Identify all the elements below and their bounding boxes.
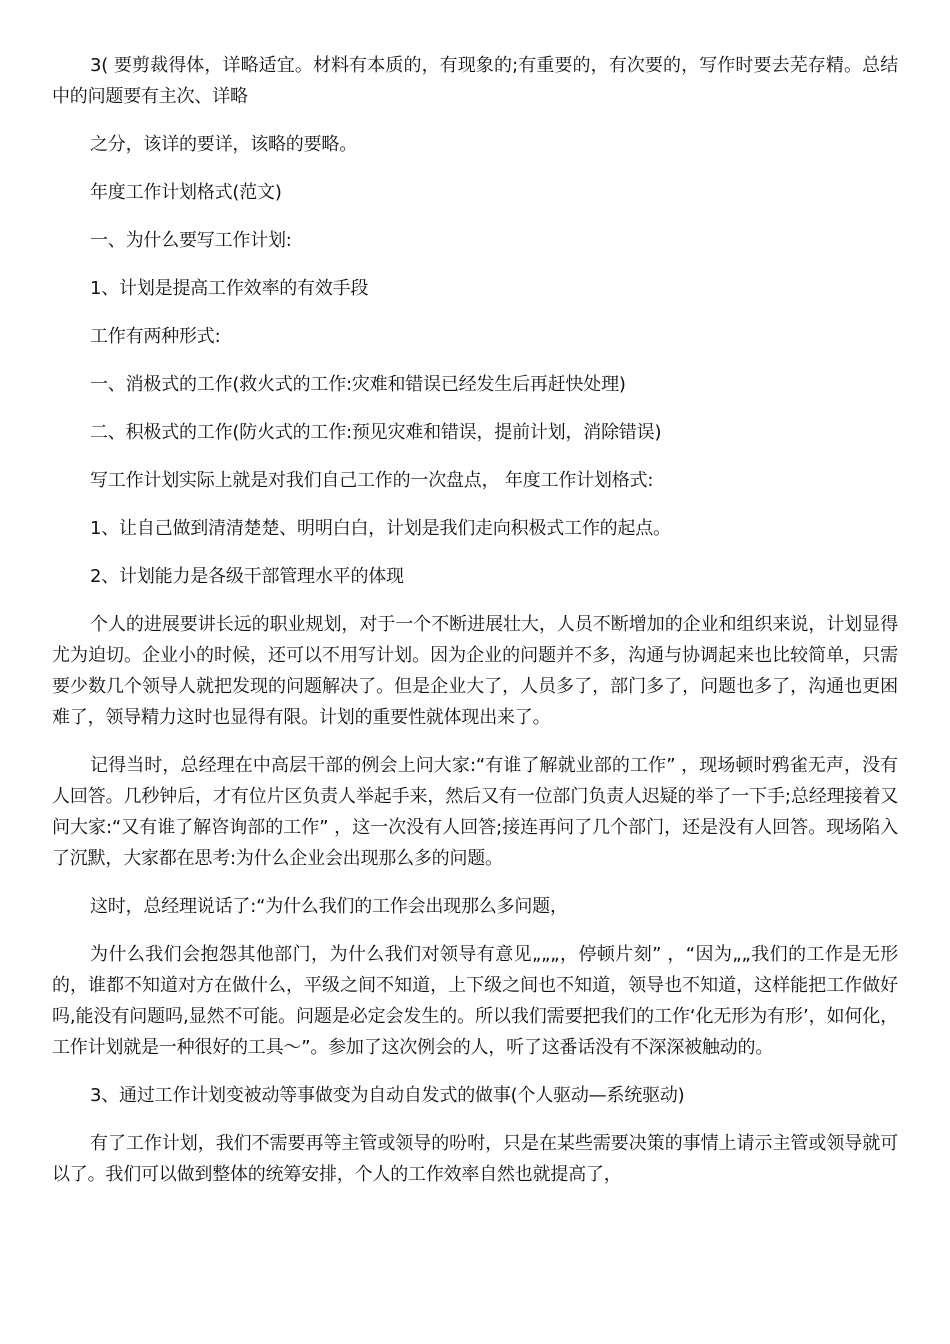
list-item-clarity: 1、让自己做到清清楚楚、明明白白，计划是我们走向积极式工作的起点。 [90, 518, 671, 539]
heading-why-plan: 一、为什么要写工作计划: [90, 230, 292, 251]
list-item-passive-work: 一、消极式的工作(救火式的工作:灾难和错误已经发生后再赶快处理) [90, 374, 626, 395]
paragraph-complaints: 为什么我们会抱怨其他部门，为什么我们对领导有意见„„„，停顿片刻” ，“因为„„我们的工作是无形的，谁都不知道对方在做什么，平级之间不知道，上下级之间也不知道，领导也不知道，这样能把工作做好吗,能没有问题吗,显然不可能。问题是必定会发生的。所以我们需要把我们的工作‘化无形为有形’，如何化，工作计划就是一种很好的工具～”。参加了这次例会的人，听了这番话没有不深深被触动的。 [52, 944, 898, 1058]
paragraph-career: 个人的进展要讲长远的职业规划，对于一个不断进展壮大，人员不断增加的企业和组织来说，计划显得尤为迫切。企业小的时候，还可以不用写计划。因为企业的问题并不多，沟通与协调起来也比较简单，只需要少数几个领导人就把发现的问题解决了。但是企业大了，人员多了，部门多了，问题也多了，沟通也更困难了，领导精力这时也显得有限。计划的重要性就体现出来了。 [52, 614, 898, 728]
paragraph-1: 3( 要剪裁得体，详略适宜。材料有本质的，有现象的;有重要的，有次要的，写作时要去芜存精。总结中的问题要有主次、详略 [52, 55, 898, 107]
subheading-efficiency: 1、计划是提高工作效率的有效手段 [90, 278, 369, 299]
paragraph-planning-benefit: 有了工作计划，我们不需要再等主管或领导的吩咐，只是在某些需要决策的事情上请示主管或领导就可以了。我们可以做到整体的统筹安排，个人的工作效率自然也就提高了， [52, 1133, 898, 1185]
subheading-proactive: 3、通过工作计划变被动等事做变为自动自发式的做事(个人驱动—系统驱动) [90, 1085, 685, 1106]
section-title: 年度工作计划格式(范文) [90, 182, 282, 203]
paragraph-inventory: 写工作计划实际上就是对我们自己工作的一次盘点， 年度工作计划格式: [90, 470, 654, 491]
paragraph-work-forms: 工作有两种形式: [90, 326, 221, 347]
paragraph-2: 之分，该详的要详，该略的要略。 [90, 134, 357, 155]
paragraph-meeting: 记得当时，总经理在中高层干部的例会上问大家:“有谁了解就业部的工作” ，现场顿时鸦雀无声，没有人回答。几秒钟后，才有位片区负责人举起手来，然后又有一位部门负责人迟疑的举了一下手;总经理接着又问大家:“又有谁了解咨询部的工作” ，这一次没有人回答;接连再问了几个部门，还是没有人回答。现场陷入了沉默，大家都在思考:为什么企业会出现那么多的问题。 [52, 755, 898, 869]
list-item-active-work: 二、积极式的工作(防火式的工作:预见灾难和错误，提前计划，消除错误) [90, 422, 662, 443]
paragraph-manager-speech: 这时，总经理说话了:“为什么我们的工作会出现那么多问题， [90, 896, 568, 917]
document-page [52, 50, 898, 1207]
subheading-management: 2、计划能力是各级干部管理水平的体现 [90, 566, 404, 587]
